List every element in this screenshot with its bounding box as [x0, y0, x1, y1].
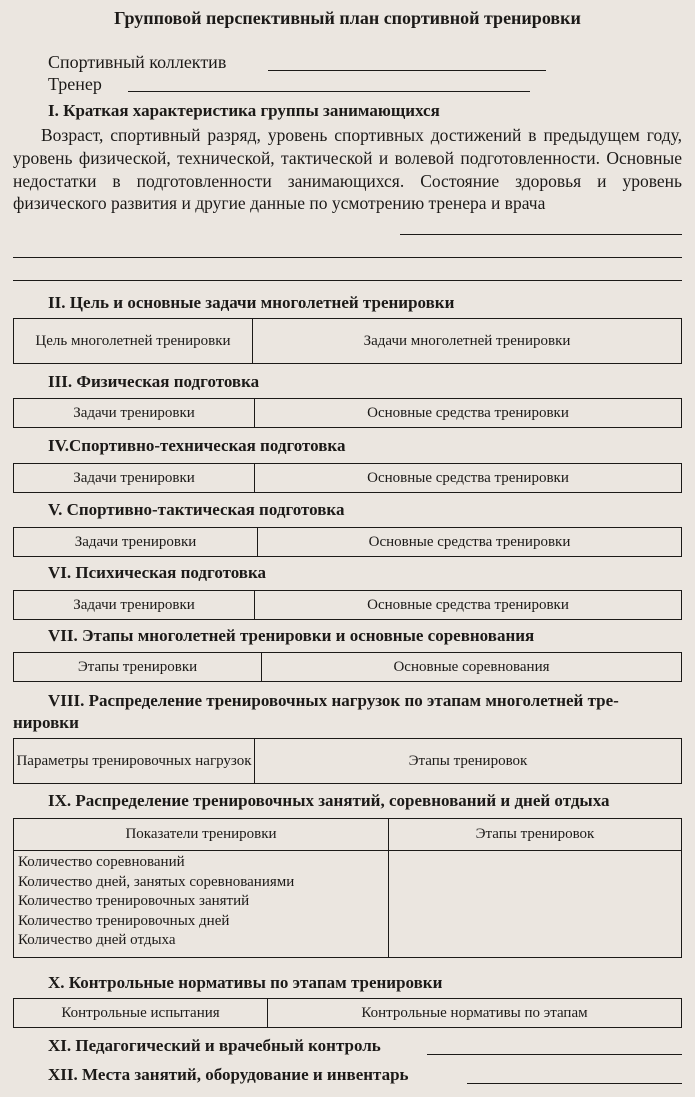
goal-tasks-table [13, 318, 682, 364]
trainer-label: Тренер [48, 74, 102, 94]
tasks-col-header: Задачи многолетней тренировки [253, 319, 682, 364]
section-12-heading: XII. Места занятий, оборудование и инвентарь [48, 1065, 409, 1084]
section-2-heading: II. Цель и основные задачи многолетней тренировки [48, 293, 455, 312]
indicators-col-header: Показатели тренировки [14, 819, 389, 851]
indicator-row: Количество тренировочных дней [18, 912, 230, 929]
goal-col-header: Цель многолетней тренировки [14, 319, 253, 364]
indicator-row: Количество дней, занятых соревнованиями [18, 873, 295, 890]
sessions-distribution-table [13, 818, 682, 958]
stages-col-header: Этапы тренировок [255, 739, 682, 784]
page-title: Групповой перспективный план спортивной тренировки [114, 8, 581, 28]
section-1-heading: I. Краткая характеристика группы занимающихся [48, 101, 440, 120]
stages-competitions-table [13, 652, 682, 682]
tactical-prep-table [13, 527, 682, 557]
load-params-header: Параметры тренировочных нагрузок [14, 739, 255, 784]
physical-prep-table [13, 398, 682, 428]
training-means-header: Основные средства тренировки [258, 528, 682, 557]
indicator-row: Количество дней отдыха [18, 932, 176, 948]
control-standards-table [13, 998, 682, 1028]
stages-col-header: Этапы тренировки [14, 653, 262, 682]
training-means-header: Основные средства тренировки [255, 464, 682, 493]
section-1-fill-line-2[interactable] [13, 257, 682, 258]
control-tests-header: Контрольные испытания [14, 999, 268, 1028]
load-distribution-table [13, 738, 682, 784]
technical-prep-table [13, 463, 682, 493]
trainer-fill-line[interactable] [128, 91, 530, 92]
stages-values-cell[interactable] [389, 851, 682, 958]
collective-label: Спортивный коллектив [48, 52, 227, 72]
training-tasks-header: Задачи тренировки [14, 591, 255, 620]
competitions-col-header: Основные соревнования [262, 653, 682, 682]
section-4-heading: IV.Спортивно-техническая подготовка [48, 436, 346, 455]
section-8-heading-line1: VIII. Распределение тренировочных нагрузок по этапам многолетней тре- [48, 691, 619, 710]
section-10-heading: X. Контрольные нормативы по этапам тренировки [48, 973, 443, 992]
section-12-fill-line[interactable] [467, 1083, 682, 1084]
psychological-prep-table [13, 590, 682, 620]
training-tasks-header: Задачи тренировки [14, 399, 255, 428]
collective-fill-line[interactable] [268, 70, 546, 71]
training-tasks-header: Задачи тренировки [14, 528, 258, 557]
section-8-heading-line2: нировки [13, 713, 79, 732]
control-standards-header: Контрольные нормативы по этапам [268, 999, 682, 1028]
section-3-heading: III. Физическая подготовка [48, 372, 260, 391]
section-11-fill-line[interactable] [427, 1054, 682, 1055]
indicators-list [14, 851, 389, 958]
section-6-heading: VI. Психическая подготовка [48, 563, 267, 582]
indicator-row: Количество тренировочных занятий [18, 893, 250, 909]
section-1-fill-line-3[interactable] [13, 280, 682, 281]
section-11-heading: XI. Педагогический и врачебный контроль [48, 1036, 381, 1055]
training-tasks-header: Задачи тренировки [14, 464, 255, 493]
section-9-heading: IX. Распределение тренировочных занятий, соревнований и дней отдыха [48, 791, 610, 810]
stages-col-header: Этапы тренировок [389, 819, 682, 851]
indicator-row: Количество соревнований [18, 854, 185, 870]
section-1-text: Возраст, спортивный разряд, уровень спортивных достижений в предыдущем году, уровень физической, технической, тактической и волевой подготовленности. Основные недостатки в подготовленности занимающихся. Состояние здоровья и уровень физического развития и другие данные по усмотрению тренера и врача [13, 125, 682, 214]
training-means-header: Основные средства тренировки [255, 399, 682, 428]
training-means-header: Основные средства тренировки [255, 591, 682, 620]
section-1-fill-line-1[interactable] [400, 234, 682, 235]
section-5-heading: V. Спортивно-тактическая подготовка [48, 500, 345, 519]
section-7-heading: VII. Этапы многолетней тренировки и основные соревнования [48, 626, 535, 645]
